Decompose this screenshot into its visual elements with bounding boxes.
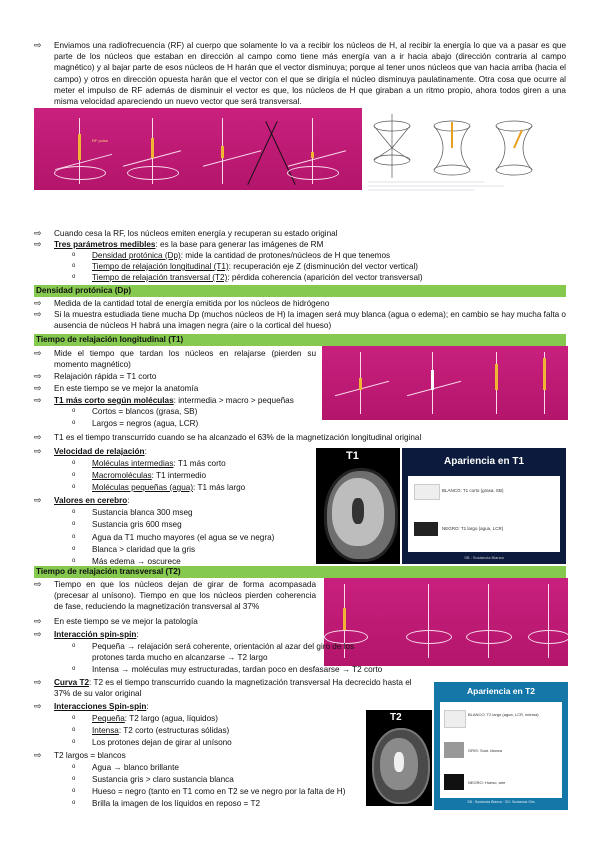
- t1-item-g4: Blanca > claridad que la gris: [92, 545, 196, 554]
- section-header-t1: Tiempo de relajación longitudinal (T1): [34, 334, 566, 346]
- bullet-icon: o: [72, 715, 76, 721]
- t1-item-g2: Sustancia gris 600 mseg: [92, 520, 182, 529]
- t2-item-d: Curva T2: T2 es el tiempo transcurrido cuando la magnetización transversal Ha decrecido hasta el 37% de su valor original: [54, 678, 412, 699]
- arrow-icon: ⇨: [34, 701, 42, 711]
- list1-item-c3: Tiempo de relajación transversal (T2): pérdida coherencia (aparición del vector transversal): [92, 273, 423, 282]
- t1-item-c: En este tiempo se ve mejor la anatomía: [54, 384, 199, 393]
- t2-item-e1: Pequeña: T2 largo (agua, líquidos): [92, 714, 218, 723]
- bullet-icon: o: [72, 764, 76, 770]
- bullet-icon: o: [72, 643, 76, 649]
- t1-item-g1: Sustancia blanca 300 mseg: [92, 508, 193, 517]
- t2-item-f4: Brilla la imagen de los líquidos en reposo = T2: [92, 799, 261, 808]
- t1-item-g3: Agua da T1 mucho mayores (el agua se ve negra): [92, 533, 275, 542]
- bullet-icon: o: [72, 484, 76, 490]
- t2-item-e: Interacciones Spin-spin:: [54, 702, 149, 711]
- section-header-dp: Densidad protónica (Dp): [34, 285, 566, 297]
- bullet-icon: o: [72, 252, 76, 258]
- arrow-icon: ⇨: [34, 348, 42, 358]
- t1-item-e: T1 es el tiempo transcurrido cuando se ha alcanzado el 63% de la magnetización longitudinal original: [54, 433, 422, 442]
- precession-diagram: [364, 108, 568, 192]
- arrow-icon: ⇨: [34, 40, 42, 50]
- bullet-icon: o: [72, 460, 76, 466]
- t2-item-c: Interacción spin-spin:: [54, 630, 139, 639]
- t1-image-label: T1: [346, 450, 359, 462]
- bullet-icon: o: [72, 408, 76, 414]
- arrow-icon: ⇨: [34, 495, 42, 505]
- section-header-t2: Tiempo de relajación transversal (T2): [34, 566, 566, 578]
- t2-item-f: T2 largos = blancos: [54, 751, 126, 760]
- t2-item-e3: Los protones dejan de girar al unísono: [92, 738, 232, 747]
- rf-figure-3: [192, 108, 362, 190]
- t2-item-f1: Agua → blanco brillante: [92, 763, 179, 772]
- bullet-icon: o: [72, 727, 76, 733]
- arrow-icon: ⇨: [34, 309, 42, 319]
- t1-panel-title: Apariencia en T1: [443, 456, 525, 467]
- t1-panel-footer: SB : Sustancia Blanca: [464, 555, 504, 560]
- arrow-icon: ⇨: [34, 371, 42, 381]
- t1-item-g: Valores en cerebro:: [54, 496, 130, 505]
- bullet-icon: o: [72, 521, 76, 527]
- t1-item-f3: Moléculas pequeñas (agua): T1 más largo: [92, 483, 246, 492]
- t1-item-f1: Moléculas intermedias: T1 más corto: [92, 459, 226, 468]
- arrow-icon: ⇨: [34, 228, 42, 238]
- arrow-icon: ⇨: [34, 432, 42, 442]
- bullet-icon: o: [72, 263, 76, 269]
- t1-relaxation-figure: [322, 346, 568, 420]
- t2-item-f3: Hueso = negro (tanto en T1 como en T2 se ve negro por la falta de H): [92, 787, 346, 796]
- arrow-icon: ⇨: [34, 616, 42, 626]
- bullet-icon: o: [72, 776, 76, 782]
- bullet-icon: o: [72, 420, 76, 426]
- t1-item-a: Mide el tiempo que tardan los núcleos en relajarse (pierden su momento magnético): [54, 349, 316, 370]
- t2-panel-title: Apariencia en T2: [466, 686, 536, 696]
- t2-image-label: T2: [390, 712, 402, 723]
- list1-item-b: Tres parámetros medibles: es la base para generar las imágenes de RM: [54, 240, 324, 249]
- t1-panel-row2: NEGRO: T1 largo (agua, LCR): [442, 526, 504, 531]
- t1-item-f2: Macromoléculas: T1 intermedio: [92, 471, 207, 480]
- arrow-icon: ⇨: [34, 579, 42, 589]
- list1-item-c1: Densidad protónica (Dp): mide la cantidad de protones/núcleos de H que tenemos: [92, 251, 391, 260]
- t2-panel-row3: NEGRO: Hueso, aire: [468, 780, 506, 785]
- t1-item-d1: Cortos = blancos (grasa, SB): [92, 407, 198, 416]
- t1-panel-row1: BLANCO: T1 corto (grasa, SB): [442, 488, 504, 493]
- t2-item-c1: Pequeña → relajación será coherente, orientación al azar del giro de los protones tarda mucho en alcanzarse → T2 largo: [92, 642, 355, 663]
- list1-item-c2: Tiempo de relajación longitudinal (T1): recuperación eje Z (disminución del vector vertical): [92, 262, 418, 271]
- t1-item-g5: Más edema → oscurece: [92, 557, 181, 566]
- t2-item-f2: Sustancia gris > claro sustancia blanca: [92, 775, 234, 784]
- t1-item-d2: Largos = negros (agua, LCR): [92, 419, 199, 428]
- t1-item-f: Velocidad de relajación:: [54, 447, 147, 456]
- dp-item-b: Si la muestra estudiada tiene mucha Dp (muchos núcleos de H) la imagen será muy blanca (agua o edema); en cambio se hay mucha falta o ausencia de núcleos H habrá una imagen negra (aire o la cortical del hueso): [54, 310, 566, 331]
- arrow-icon: ⇨: [34, 446, 42, 456]
- list1-item-a: Cuando cesa la RF, los núcleos emiten energía y recuperan su estado original: [54, 229, 338, 238]
- t2-item-c2: Intensa → moléculas muy estructuradas, tardan poco en desfasarse → T2 corto: [92, 665, 383, 674]
- rf-pulse-label: RF pulse: [92, 138, 109, 143]
- bullet-icon: o: [72, 788, 76, 794]
- t2-panel-row1: BLANCO: T2 largo (agua, LCR, edema): [468, 712, 539, 717]
- bullet-icon: o: [72, 800, 76, 806]
- bullet-icon: o: [72, 739, 76, 745]
- arrow-icon: ⇨: [34, 383, 42, 393]
- t1-appearance-panel: [402, 448, 566, 564]
- t2-mri-image: [366, 710, 432, 806]
- t2-item-b: En este tiempo se ve mejor la patología: [54, 617, 198, 626]
- bullet-icon: o: [72, 666, 76, 672]
- t2-item-e2: Intensa: T2 corto (estructuras sólidas): [92, 726, 230, 735]
- t2-panel-footer: SB : Sustancia Blanca · SG: Sustancia Gris: [467, 800, 535, 804]
- dp-item-a: Medida de la cantidad total de energía emitida por los núcleos de hidrógeno: [54, 299, 330, 308]
- t1-mri-image: [316, 448, 400, 564]
- t1-item-d: T1 más corto según moléculas: intermedia > macro > pequeñas: [54, 396, 294, 405]
- t2-appearance-panel: [434, 682, 568, 810]
- bullet-icon: o: [72, 509, 76, 515]
- bullet-icon: o: [72, 472, 76, 478]
- bullet-icon: o: [72, 534, 76, 540]
- arrow-icon: ⇨: [34, 298, 42, 308]
- arrow-icon: ⇨: [34, 239, 42, 249]
- bullet-icon: o: [72, 546, 76, 552]
- t2-item-a: Tiempo en que los núcleos dejan de girar de forma acompasada (precesar al unísono). Tiempo en que los núcleos pierden coherencia de fase, reduciendo la magnetización transversal al 37%: [54, 580, 316, 612]
- arrow-icon: ⇨: [34, 750, 42, 760]
- arrow-icon: ⇨: [34, 629, 42, 639]
- arrow-icon: ⇨: [34, 395, 42, 405]
- rf-figure-2: [112, 108, 192, 190]
- intro-paragraph: Enviamos una radiofrecuencia (RF) al cuerpo que solamente lo va a recibir los núcleos de H, al recibir la energía lo que va a pasar es que parte de los núcleos que estaban en dirección al campo como tiene más energía van a ir hacia abajo (dirección contraria al campo magnético) y al bajar parte de esos núcleos de H harán que el vector disminuya; porque al tener unos núcleos que van hacia arriba (hacia el campo) y otros en dirección opuesta harán que el vector con el que se dirigía el núcleo disminuya paulatinamente. Otra cosa que ocurre al meter el impulso de RF además de disminuir el vector es que, los núcleos de H que giraban a un ritmo propio, ahora todos giren a una misma velocidad apareciendo un nuevo vector que será transversal.: [54, 41, 566, 107]
- t1-item-b: Relajación rápida = T1 corto: [54, 372, 157, 381]
- t2-panel-row2: GRIS: Sust. blanca: [468, 748, 503, 753]
- arrow-icon: ⇨: [34, 677, 42, 687]
- bullet-icon: o: [72, 274, 76, 280]
- bullet-icon: o: [72, 558, 76, 564]
